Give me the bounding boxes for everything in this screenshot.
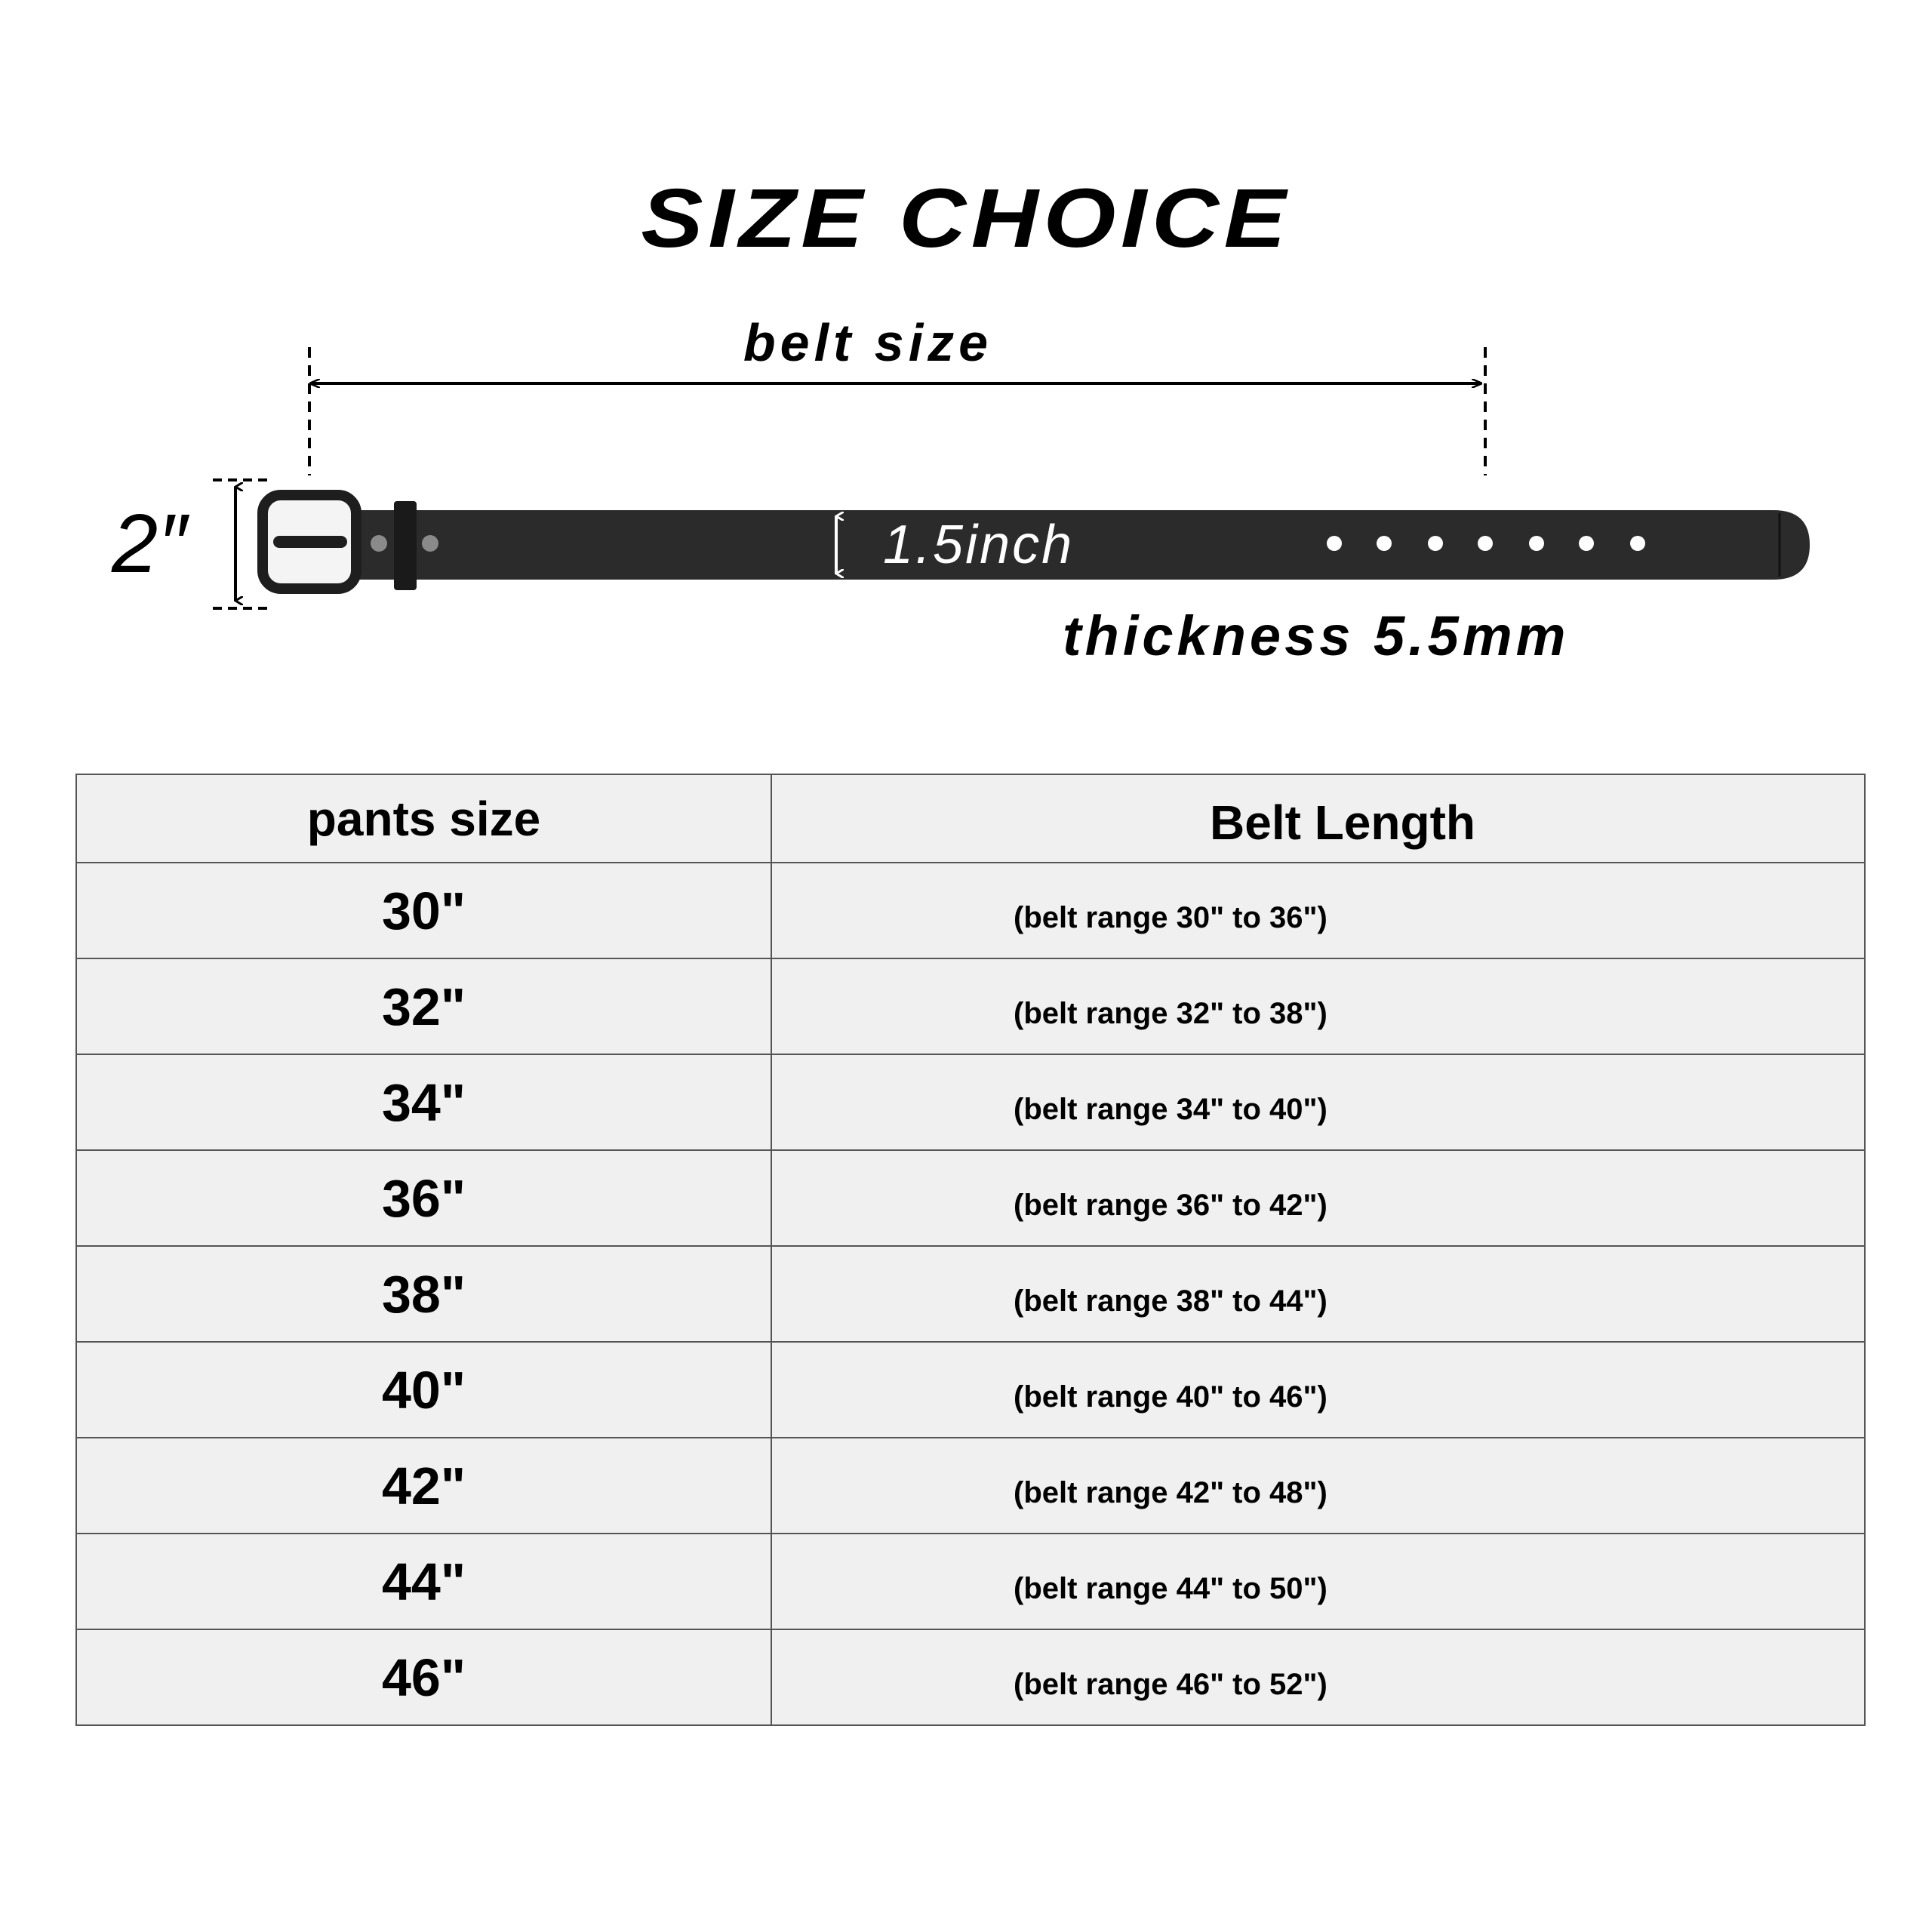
- belt-loop-keeper: [394, 501, 417, 590]
- belt-hole: [1529, 536, 1544, 551]
- belt-range-cell: (belt range 44" to 50"): [771, 1534, 1865, 1629]
- belt-width-label: 1.5inch: [883, 515, 1075, 575]
- belt-size-label: belt size: [743, 313, 993, 372]
- size-table: [75, 774, 1866, 1726]
- belt-range-cell: (belt range 32" to 38"): [771, 958, 1865, 1054]
- pants-size-cell: 44": [76, 1534, 771, 1629]
- belt-range-cell: (belt range 30" to 36"): [771, 863, 1865, 958]
- table-row: [76, 1342, 1865, 1438]
- belt-hole: [1579, 536, 1594, 551]
- table-row: [76, 1629, 1865, 1725]
- belt-range-cell: (belt range 38" to 44"): [771, 1246, 1865, 1342]
- belt-range-cell: (belt range 42" to 48"): [771, 1438, 1865, 1534]
- belt-hole: [1478, 536, 1493, 551]
- pants-size-cell: 38": [76, 1246, 771, 1342]
- thickness-label: thickness 5.5mm: [1063, 605, 1570, 667]
- rivet-dot: [422, 535, 438, 552]
- pants-size-cell: 32": [76, 958, 771, 1054]
- pants-size-cell: 40": [76, 1342, 771, 1438]
- table-row: [76, 1150, 1865, 1246]
- buckle-prong: [273, 536, 347, 548]
- table-row: [76, 863, 1865, 958]
- buckle-height-label: 2″: [112, 497, 188, 590]
- belt-range-cell: (belt range 36" to 42"): [771, 1150, 1865, 1246]
- table-row: [76, 1246, 1865, 1342]
- table-row: [76, 1054, 1865, 1150]
- belt-diagram: [0, 302, 1932, 694]
- pants-size-cell: 34": [76, 1054, 771, 1150]
- belt-hole: [1428, 536, 1443, 551]
- rivet-dot: [371, 535, 387, 552]
- table-row: [76, 1438, 1865, 1534]
- belt-hole: [1377, 536, 1392, 551]
- belt-range-cell: (belt range 40" to 46"): [771, 1342, 1865, 1438]
- belt-range-cell: (belt range 34" to 40"): [771, 1054, 1865, 1150]
- pants-size-cell: 42": [76, 1438, 771, 1534]
- belt-hole: [1630, 536, 1645, 551]
- belt-range-cell: (belt range 46" to 52"): [771, 1629, 1865, 1725]
- table-header-row: [76, 774, 1865, 863]
- belt-hole: [1327, 536, 1342, 551]
- table-row: [76, 958, 1865, 1054]
- header-pants-size: pants size: [76, 774, 771, 863]
- header-belt-length: Belt Length: [771, 774, 1865, 863]
- pants-size-cell: 30": [76, 863, 771, 958]
- pants-size-cell: 46": [76, 1629, 771, 1725]
- pants-size-cell: 36": [76, 1150, 771, 1246]
- table-row: [76, 1534, 1865, 1629]
- page-title: SIZE CHOICE: [641, 172, 1291, 265]
